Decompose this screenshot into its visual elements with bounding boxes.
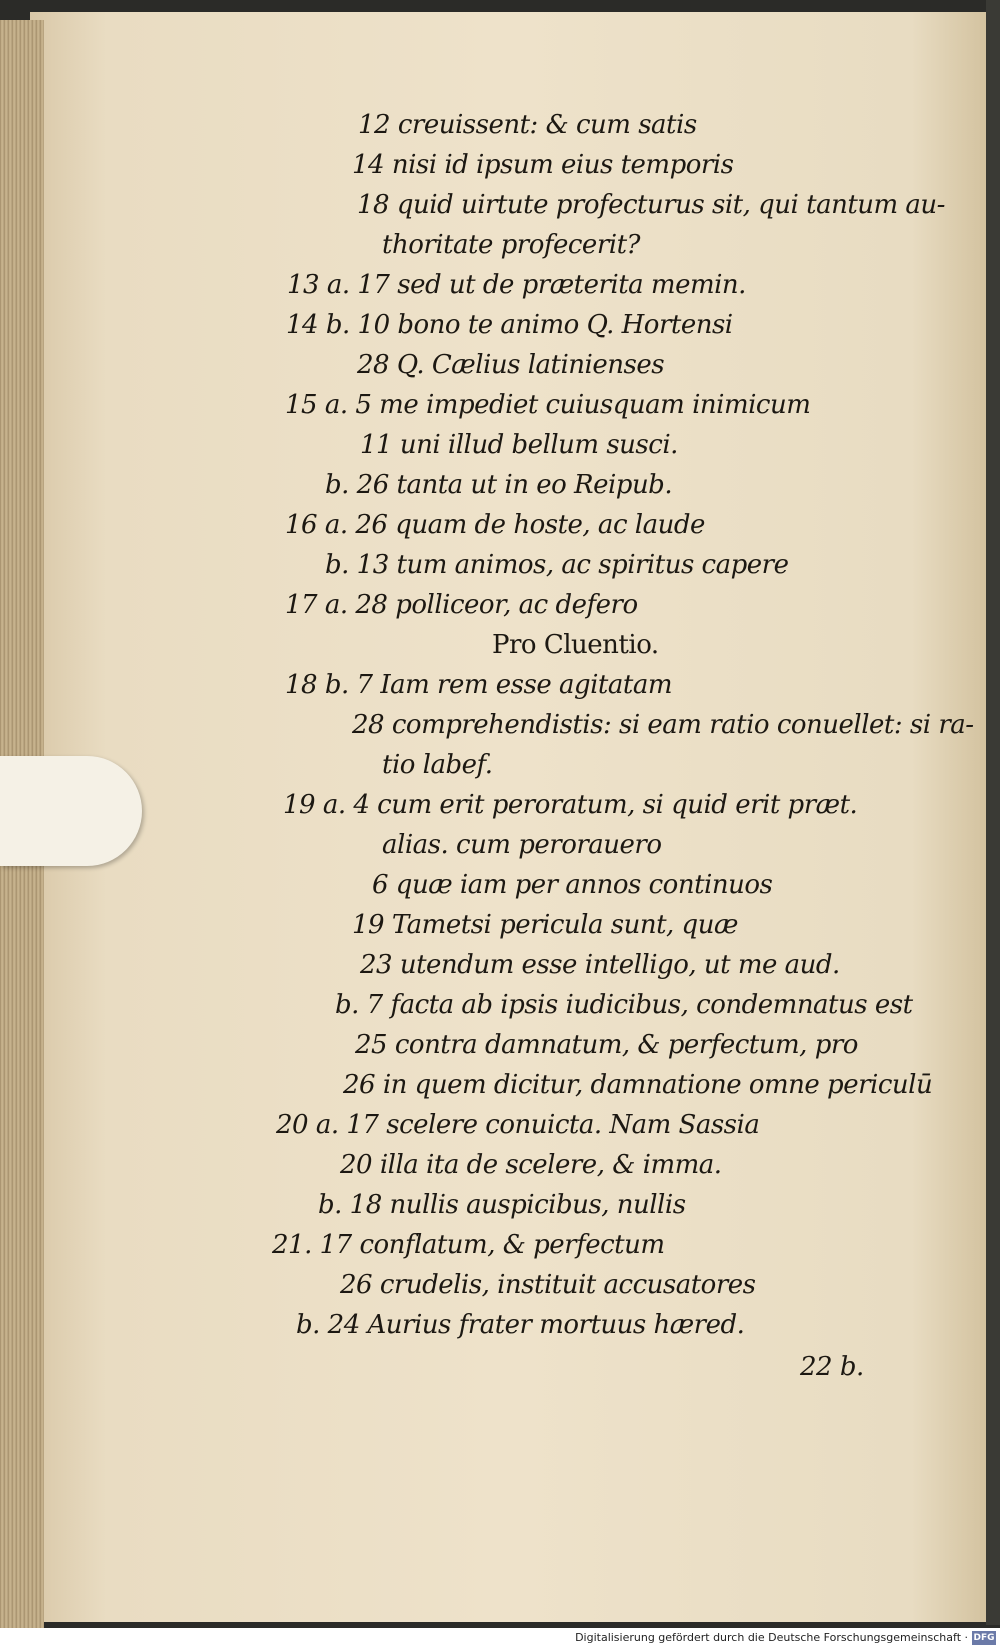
text-line-25: 26 in quem dicitur, damnatione omne periculū <box>343 1070 933 1100</box>
text-line-29: 21. 17 conflatum, & perfectum <box>272 1230 665 1260</box>
text-line-3: 18 quid uirtute profecturus sit, qui tantum au- <box>357 190 945 220</box>
text-line-4: thoritate profecerit? <box>382 230 640 260</box>
text-line-1: 12 creuissent: & cum satis <box>358 110 697 140</box>
text-line-10: b. 26 tanta ut in eo Reipub. <box>325 470 673 500</box>
text-line-11: 16 a. 26 quam de hoste, ac laude <box>285 510 705 540</box>
text-line-16: 28 comprehendistis: si eam ratio conuellet: si ra- <box>352 710 974 740</box>
digitization-credit: Digitalisierung gefördert durch die Deutsche Forschungsgemeinschaft · <box>575 1631 968 1644</box>
text-line-21: 19 Tametsi pericula sunt, quæ <box>352 910 738 940</box>
text-line-27: 20 illa ita de scelere, & imma. <box>340 1150 722 1180</box>
text-line-7: 28 Q. Cælius latinienses <box>357 350 665 380</box>
text-line-23: b. 7 facta ab ipsis iudicibus, condemnatus est <box>335 990 913 1020</box>
text-line-28: b. 18 nullis auspicibus, nullis <box>318 1190 686 1220</box>
text-line-6: 14 b. 10 bono te animo Q. Hortensi <box>286 310 733 340</box>
text-line-20: 6 quæ iam per annos continuos <box>372 870 773 900</box>
catchword: 22 b. <box>800 1352 864 1382</box>
text-line-24: 25 contra damnatum, & perfectum, pro <box>355 1030 858 1060</box>
binding-edge <box>986 0 1000 1625</box>
section-heading-pro-cluentio: Pro Cluentio. <box>492 630 659 660</box>
text-line-13: 17 a. 28 polliceor, ac defero <box>285 590 638 620</box>
dfg-logo: DFG <box>973 1633 995 1643</box>
page-tab-marker <box>0 756 142 866</box>
text-line-26: 20 a. 17 scelere conuicta. Nam Sassia <box>276 1110 760 1140</box>
text-line-8: 15 a. 5 me impediet cuiusquam inimicum <box>285 390 811 420</box>
text-line-2: 14 nisi id ipsum eius temporis <box>352 150 734 180</box>
text-line-30: 26 crudelis, instituit accusatores <box>340 1270 756 1300</box>
text-line-15: 18 b. 7 Iam rem esse agitatam <box>285 670 672 700</box>
text-line-5: 13 a. 17 sed ut de præterita memin. <box>287 270 746 300</box>
text-line-12: b. 13 tum animos, ac spiritus capere <box>325 550 789 580</box>
text-line-18: 19 a. 4 cum erit peroratum, si quid erit præt. <box>283 790 858 820</box>
text-line-31: b. 24 Aurius frater mortuus hæred. <box>296 1310 745 1340</box>
text-line-22: 23 utendum esse intelligo, ut me aud. <box>360 950 840 980</box>
text-line-9: 11 uni illud bellum susci. <box>360 430 678 460</box>
text-line-19: alias. cum perorauero <box>382 830 662 860</box>
text-line-17: tio labef. <box>382 750 493 780</box>
